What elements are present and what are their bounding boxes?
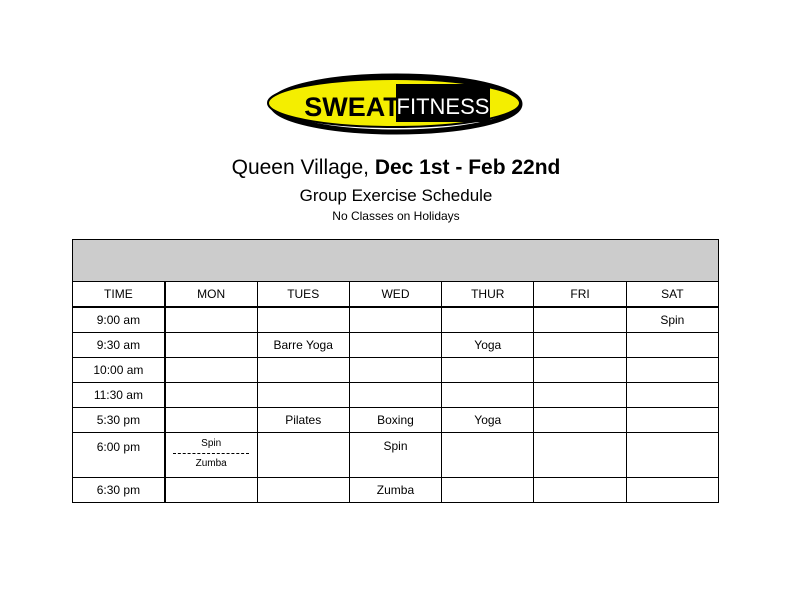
sweat-fitness-logo xyxy=(264,70,528,138)
banner-cell xyxy=(73,240,719,282)
class-cell-tues xyxy=(257,307,349,333)
class-cell-sat xyxy=(626,358,718,383)
date-range: Dec 1st - Feb 22nd xyxy=(374,156,561,179)
class-cell-tues xyxy=(257,383,349,408)
col-header-thur: THUR xyxy=(442,282,534,308)
class-cell-tues xyxy=(257,478,349,503)
class-cell-thur xyxy=(442,307,534,333)
class-cell-wed xyxy=(349,433,441,478)
first-class-label: Spin xyxy=(201,438,222,449)
class-cell-mon xyxy=(165,408,257,433)
schedule-table xyxy=(72,239,719,503)
class-label: Spin xyxy=(383,439,408,453)
col-header-sat: SAT xyxy=(626,282,718,308)
time-cell: 11:30 am xyxy=(73,383,165,408)
class-label xyxy=(627,433,718,439)
class-cell-fri xyxy=(534,307,626,333)
class-cell-wed xyxy=(349,307,441,333)
class-cell-sat xyxy=(626,383,718,408)
col-header-mon: MON xyxy=(165,282,257,308)
class-cell-wed: Zumba xyxy=(349,478,441,503)
logo-fitness-text: FITNESS xyxy=(396,94,490,119)
class-cell-mon xyxy=(165,307,257,333)
class-cell-sat xyxy=(626,408,718,433)
class-cell-fri xyxy=(534,333,626,358)
class-cell-fri xyxy=(534,408,626,433)
table-row xyxy=(73,358,719,383)
time-cell: 9:00 am xyxy=(73,307,165,333)
schedule-title xyxy=(0,154,792,182)
time-cell xyxy=(73,433,165,478)
col-header-tues: TUES xyxy=(257,282,349,308)
class-cell-wed xyxy=(349,358,441,383)
class-cell-mon xyxy=(165,433,257,478)
class-cell-sat xyxy=(626,478,718,503)
class-cell-thur xyxy=(442,383,534,408)
class-cell-thur xyxy=(442,358,534,383)
class-cell-thur xyxy=(442,478,534,503)
col-header-time: TIME xyxy=(73,282,165,308)
class-label xyxy=(534,433,625,439)
class-cell-thur xyxy=(442,433,534,478)
class-cell-wed xyxy=(349,383,441,408)
col-header-fri: FRI xyxy=(534,282,626,308)
class-cell-fri xyxy=(534,383,626,408)
location-name: Queen Village, xyxy=(231,156,375,179)
table-row xyxy=(73,478,719,503)
class-cell-mon xyxy=(165,383,257,408)
time-cell: 10:00 am xyxy=(73,358,165,383)
class-cell-fri xyxy=(534,433,626,478)
split-class-cell xyxy=(166,433,257,470)
table-row xyxy=(73,433,719,478)
table-row xyxy=(73,408,719,433)
table-row xyxy=(73,307,719,333)
class-cell-tues xyxy=(257,433,349,478)
class-cell-thur: Yoga xyxy=(442,333,534,358)
col-header-wed: WED xyxy=(349,282,441,308)
logo-sweat-text: SWEAT xyxy=(304,92,400,122)
class-label xyxy=(258,433,349,439)
class-cell-fri xyxy=(534,358,626,383)
class-cell-wed xyxy=(349,333,441,358)
class-cell-tues xyxy=(257,358,349,383)
time-cell: 6:30 pm xyxy=(73,478,165,503)
time-cell: 5:30 pm xyxy=(73,408,165,433)
class-cell-mon xyxy=(165,358,257,383)
schedule-subtitle: Group Exercise Schedule xyxy=(299,186,493,205)
time-cell-text: 6:00 pm xyxy=(96,440,141,454)
schedule-banner xyxy=(73,240,719,282)
dashed-divider xyxy=(173,453,249,454)
table-row xyxy=(73,383,719,408)
class-label xyxy=(442,433,533,439)
class-cell-sat xyxy=(626,333,718,358)
class-cell-fri xyxy=(534,478,626,503)
class-cell-sat: Spin xyxy=(626,307,718,333)
header-row xyxy=(73,282,719,308)
time-cell: 9:30 am xyxy=(73,333,165,358)
class-cell-tues: Barre Yoga xyxy=(257,333,349,358)
class-cell-sat xyxy=(626,433,718,478)
class-cell-thur: Yoga xyxy=(442,408,534,433)
class-cell-wed: Boxing xyxy=(349,408,441,433)
class-cell-mon xyxy=(165,333,257,358)
holiday-note: No Classes on Holidays xyxy=(332,209,460,223)
class-cell-mon xyxy=(165,478,257,503)
class-cell-tues: Pilates xyxy=(257,408,349,433)
table-row xyxy=(73,333,719,358)
second-class-label: Zumba xyxy=(195,458,227,469)
